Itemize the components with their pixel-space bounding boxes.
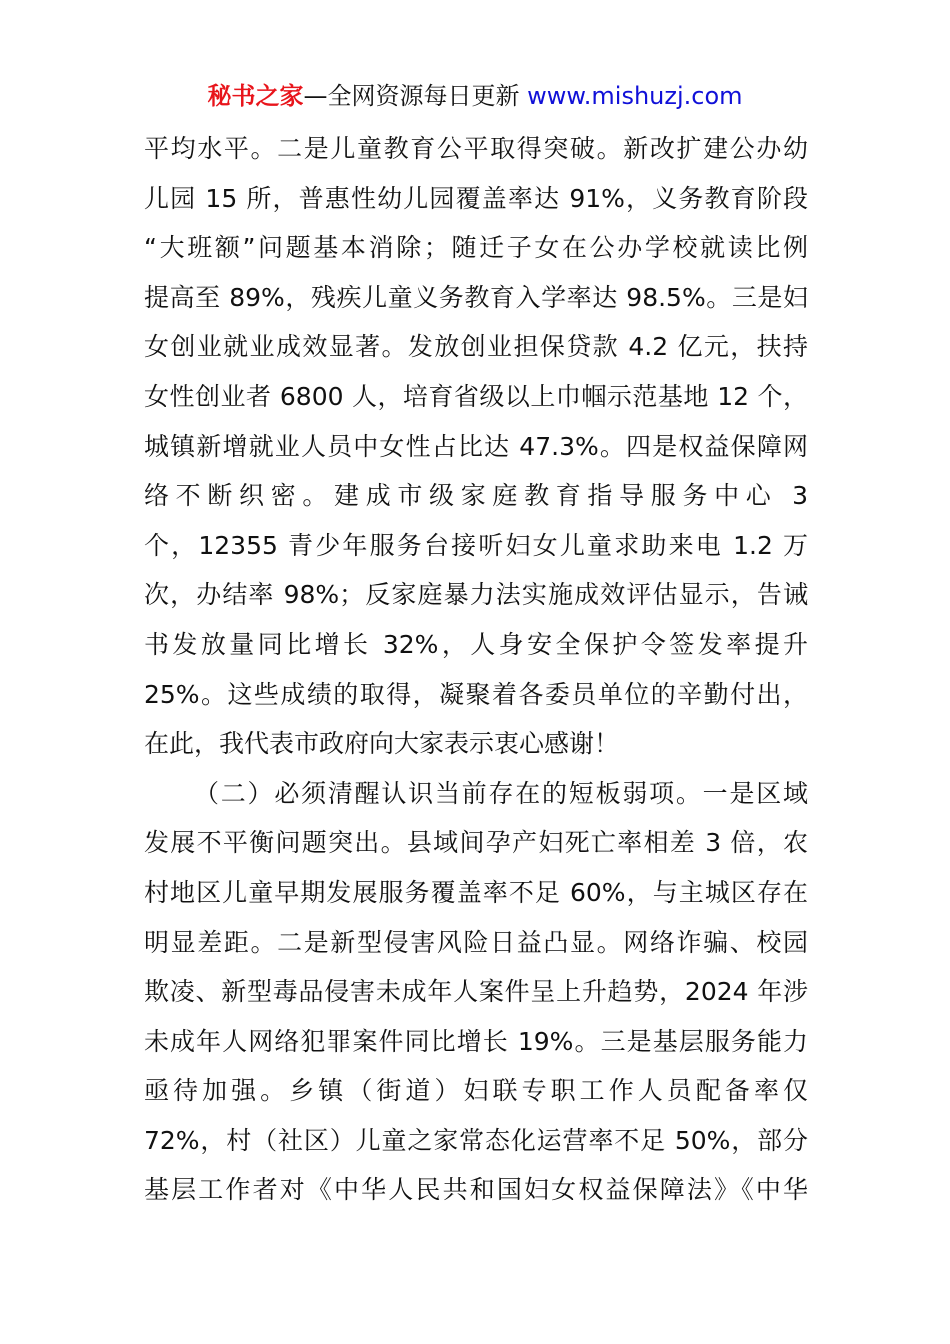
- text-line: 个，12355 青少年服务台接听妇女儿童求助来电 1.2 万: [144, 530, 808, 560]
- text-line: 发展不平衡问题突出。县域间孕产妇死亡率相差 3 倍，农: [144, 828, 808, 858]
- text-line: 村地区儿童早期发展服务覆盖率不足 60%，与主城区存在: [144, 877, 808, 907]
- text-line: 25%。这些成绩的取得，凝聚着各委员单位的辛勤付出，: [144, 679, 808, 709]
- text-line: 欺凌、新型毒品侵害未成年人案件呈上升趋势，2024 年涉: [144, 977, 808, 1007]
- text-line: 72%，村（社区）儿童之家常态化运营率不足 50%，部分: [144, 1125, 808, 1155]
- brand-name: 秘书之家: [207, 82, 304, 110]
- text-line: 城镇新增就业人员中女性占比达 47.3%。四是权益保障网: [144, 431, 808, 461]
- paragraph-end-line: 在此，我代表市政府向大家表示衷心感谢！: [144, 729, 620, 759]
- text-line: 女性创业者 6800 人，培育省级以上巾帼示范基地 12 个，: [144, 381, 808, 411]
- page-header: [0, 80, 950, 112]
- text-line: 女创业就业成效显著。发放创业担保贷款 4.2 亿元，扶持: [144, 332, 808, 362]
- text-line: 络不断织密。建成市级家庭教育指导服务中心 3: [144, 481, 808, 511]
- text-line: 未成年人网络犯罪案件同比增长 19%。三是基层服务能力: [144, 1026, 808, 1056]
- text-line: 提高至 89%，残疾儿童义务教育入学率达 98.5%。三是妇: [144, 282, 808, 312]
- text-line: 基层工作者对《中华人民共和国妇女权益保障法》《中华: [144, 1175, 808, 1205]
- document-body: [144, 124, 808, 1215]
- text-line: 亟待加强。乡镇（街道）妇联专职工作人员配备率仅: [144, 1076, 808, 1106]
- paragraph-start-line: （二）必须清醒认识当前存在的短板弱项。一是区域: [194, 778, 808, 808]
- text-line: 明显差距。二是新型侵害风险日益凸显。网络诈骗、校园: [144, 927, 808, 957]
- text-line: 次，办结率 98%；反家庭暴力法实施成效评估显示，告诫: [144, 580, 808, 610]
- header-tagline: —全网资源每日更新: [303, 82, 520, 110]
- text-line: “大班额”问题基本消除；随迁子女在公办学校就读比例: [144, 233, 808, 263]
- site-url[interactable]: www.mishuzj.com: [527, 82, 743, 110]
- text-line: 书发放量同比增长 32%，人身安全保护令签发率提升: [144, 629, 808, 659]
- text-line: 平均水平。二是儿童教育公平取得突破。新改扩建公办幼: [144, 134, 808, 163]
- text-line: 儿园 15 所，普惠性幼儿园覆盖率达 91%，义务教育阶段: [144, 183, 808, 213]
